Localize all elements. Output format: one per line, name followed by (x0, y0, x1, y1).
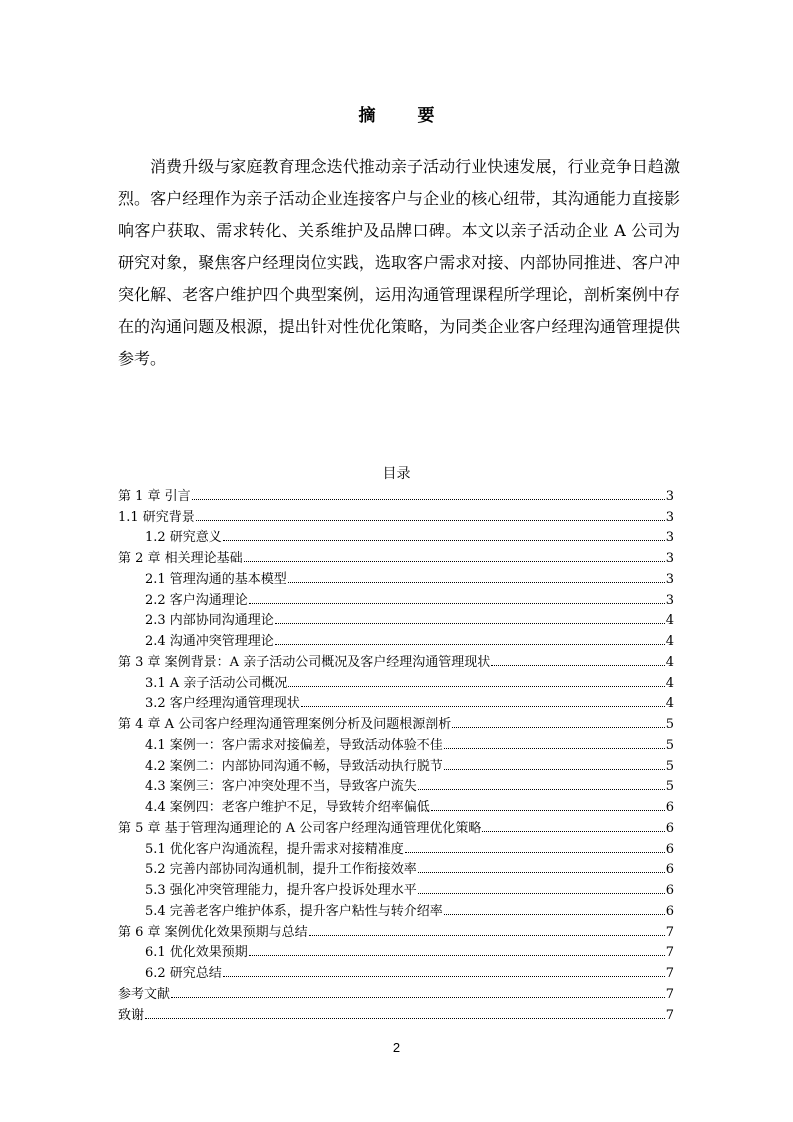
toc-entry-page: 5 (665, 779, 674, 795)
toc-entry-label: 3.1 A 亲子活动公司概况 (145, 675, 288, 691)
toc-dot-leader (288, 582, 665, 583)
toc-entry-label: 4.4 案例四：老客户维护不足，导致转介绍率偏低 (145, 800, 430, 815)
toc-entry-page: 3 (665, 509, 674, 525)
toc-entry[interactable] (118, 879, 674, 900)
toc-entry-page: 6 (665, 800, 674, 815)
toc-entry-label: 第 5 章 基于管理沟通理论的 A 公司客户经理沟通管理优化策略 (118, 820, 482, 836)
toc-entry[interactable] (118, 859, 674, 880)
toc-entry-page: 6 (665, 903, 674, 919)
toc-entry[interactable] (118, 1004, 674, 1025)
toc-dot-leader (444, 748, 665, 749)
toc-entry-label: 第 6 章 案例优化效果预期与总结 (118, 924, 308, 940)
toc-entry[interactable] (118, 630, 674, 651)
toc-entry-page: 7 (665, 986, 674, 1002)
toc-entry-label: 2.2 客户沟通理论 (145, 592, 248, 608)
toc-entry[interactable] (118, 527, 674, 548)
toc-dot-leader (418, 789, 665, 790)
toc-entry-page: 5 (665, 758, 674, 774)
abstract-body: 消费升级与家庭教育理念迭代推动亲子活动行业快速发展，行业竞争日趋激烈。客户经理作为亲子活动企业连接客户与企业的核心纽带，其沟通能力直接影响客户获取、需求转化、关系维护及品牌口碑。本文以亲子活动企业 A 公司为研究对象，聚焦客户经理岗位实践，选取客户需求对接、内部协同推进、客户冲突化解、老客户维护四个典型案例，运用沟通管理课程所学理论，剖析案例中存在的沟通问题及根源，提出针对性优化策略，为同类企业客户经理沟通管理提供参考。 (118, 157, 680, 368)
toc-entry-page: 3 (665, 551, 674, 566)
toc-entry-label: 第 2 章 相关理论基础 (118, 551, 243, 566)
toc-entry-label: 6.1 优化效果预期 (145, 945, 248, 961)
toc-entry-label: 6.2 研究总结 (145, 966, 222, 981)
toc-entry-page: 6 (665, 841, 674, 857)
toc-entry[interactable] (118, 962, 674, 983)
toc-dot-leader (301, 706, 665, 707)
toc-entry[interactable] (118, 485, 674, 506)
toc-entry-page: 4 (665, 696, 674, 712)
toc-entry-label: 3.2 客户经理沟通管理现状 (145, 696, 300, 712)
toc-entry-label: 2.3 内部协同沟通理论 (145, 613, 274, 629)
toc-dot-leader (309, 935, 665, 936)
toc-dot-leader (444, 914, 665, 915)
toc-dot-leader (491, 665, 665, 666)
toc-entry[interactable] (118, 817, 674, 838)
toc-entry-page: 4 (665, 613, 674, 629)
toc-entry-label: 参考文献 (118, 986, 171, 1002)
table-of-contents (118, 485, 674, 1025)
toc-entry[interactable] (118, 776, 674, 797)
toc-dot-leader (405, 852, 665, 853)
toc-dot-leader (249, 603, 665, 604)
toc-entry-page: 5 (665, 737, 674, 753)
toc-dot-leader (192, 499, 665, 500)
toc-entry[interactable] (118, 651, 674, 672)
toc-entry[interactable] (118, 734, 674, 755)
toc-entry-label: 第 1 章 引言 (118, 488, 191, 504)
toc-entry[interactable] (118, 568, 674, 589)
page-number: 2 (392, 1040, 401, 1055)
toc-entry[interactable] (118, 755, 674, 776)
toc-dot-leader (196, 520, 665, 521)
toc-entry[interactable] (118, 672, 674, 693)
toc-entry[interactable] (118, 713, 674, 734)
toc-entry[interactable] (118, 506, 674, 527)
toc-entry-page: 3 (665, 592, 674, 608)
toc-entry-page: 7 (665, 1007, 674, 1023)
toc-entry-label: 第 3 章 案例背景：A 亲子活动公司概况及客户经理沟通管理现状 (118, 654, 491, 670)
toc-dot-leader (145, 1018, 665, 1019)
toc-entry[interactable] (118, 921, 674, 942)
toc-entry-label: 4.3 案例三：客户冲突处理不当，导致客户流失 (145, 779, 417, 795)
toc-entry[interactable] (118, 589, 674, 610)
toc-entry-page: 4 (665, 634, 674, 649)
toc-entry-page: 3 (665, 488, 674, 504)
toc-dot-leader (223, 976, 665, 977)
toc-entry[interactable] (118, 983, 674, 1004)
toc-dot-leader (244, 561, 665, 562)
toc-dot-leader (249, 955, 665, 956)
toc-title: 目录 (382, 466, 411, 482)
toc-entry[interactable] (118, 796, 674, 817)
toc-dot-leader (431, 810, 665, 811)
toc-entry-label: 5.2 完善内部协同沟通机制，提升工作衔接效率 (145, 862, 417, 878)
toc-entry-label: 致谢 (118, 1007, 145, 1023)
toc-dot-leader (275, 623, 665, 624)
toc-dot-leader (223, 540, 665, 541)
toc-dot-leader (444, 769, 665, 770)
abstract-title: 摘 要 (358, 106, 453, 126)
toc-entry[interactable] (118, 547, 674, 568)
toc-entry-page: 3 (665, 571, 674, 587)
toc-entry-label: 4.1 案例一：客户需求对接偏差，导致活动体验不佳 (145, 737, 443, 753)
toc-entry-page: 6 (665, 862, 674, 878)
toc-entry-label: 1.1 研究背景 (118, 509, 195, 525)
toc-entry-page: 6 (665, 820, 674, 836)
toc-dot-leader (418, 893, 665, 894)
toc-entry[interactable] (118, 838, 674, 859)
toc-dot-leader (452, 727, 665, 728)
toc-entry[interactable] (118, 693, 674, 714)
toc-entry-label: 第 4 章 A 公司客户经理沟通管理案例分析及问题根源剖析 (118, 717, 452, 732)
toc-entry-label: 2.1 管理沟通的基本模型 (145, 571, 287, 587)
toc-dot-leader (482, 831, 664, 832)
toc-dot-leader (418, 872, 665, 873)
toc-entry[interactable] (118, 610, 674, 631)
toc-dot-leader (275, 644, 665, 645)
toc-entry-page: 6 (665, 883, 674, 898)
toc-entry-page: 4 (665, 654, 674, 670)
toc-entry-label: 5.4 完善老客户维护体系，提升客户粘性与转介绍率 (145, 903, 443, 919)
toc-entry-page: 7 (665, 924, 674, 940)
toc-entry-label: 5.1 优化客户沟通流程，提升需求对接精准度 (145, 841, 404, 857)
toc-entry-page: 5 (665, 717, 674, 732)
toc-dot-leader (288, 686, 664, 687)
toc-entry-page: 4 (665, 675, 674, 691)
toc-entry-label: 1.2 研究意义 (145, 530, 222, 546)
toc-entry[interactable] (118, 942, 674, 963)
toc-entry-page: 7 (665, 945, 674, 961)
toc-entry[interactable] (118, 900, 674, 921)
toc-entry-label: 4.2 案例二：内部协同沟通不畅，导致活动执行脱节 (145, 758, 443, 774)
toc-dot-leader (171, 997, 665, 998)
toc-entry-page: 3 (665, 530, 674, 546)
toc-entry-page: 7 (665, 966, 674, 981)
toc-entry-label: 5.3 强化冲突管理能力，提升客户投诉处理水平 (145, 883, 417, 898)
toc-entry-label: 2.4 沟通冲突管理理论 (145, 634, 274, 649)
